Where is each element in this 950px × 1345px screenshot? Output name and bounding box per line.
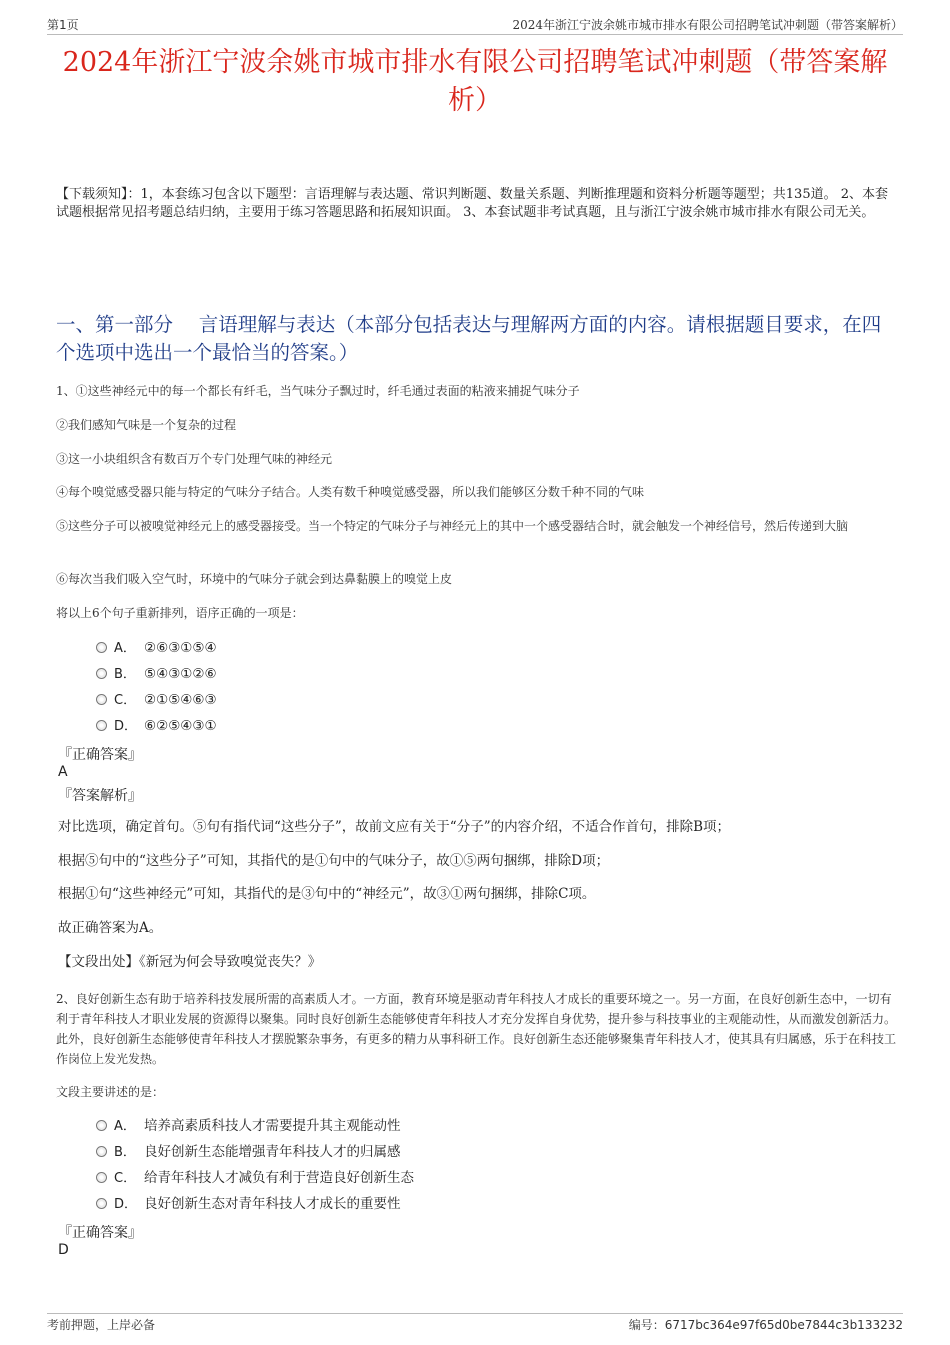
q1-sentence-1: 1、①这些神经元中的每一个都长有纤毛，当气味分子飘过时，纤毛通过表面的粘液来捕捉气味分子	[56, 384, 580, 398]
option-letter: A．	[114, 641, 136, 656]
page-footer	[47, 1313, 903, 1334]
download-notice: 【下载须知】：1，本套练习包含以下题型：言语理解与表达题、常识判断题、数量关系题、判断推理题和资料分析题等题型；共135道。 2、本套试题根据常见招考题总结归纳，主要用于练习答题思路和拓展知识面。 3、本套试题非考试真题，且与浙江宁波余姚市城市排水有限公司无关。	[56, 187, 888, 220]
q2-paragraph: 2、良好创新生态有助于培养科技发展所需的高素质人才。一方面，教育环境是驱动青年科技人才成长的重要环境之一。另一方面，在良好创新生态中，一切有利于青年科技人才职业发展的资源得以聚集。同时良好创新生态能够使青年科技人才充分发挥自身优势，提升参与科技事业的主观能动性，从而激发创新活力。此外，良好创新生态能够使青年科技人才摆脱繁杂事务，有更多的精力从事科研工作。良好创新生态还能够聚集青年科技人才，使其具有归属感，乐于在科技工作岗位上发光发热。	[56, 992, 897, 1066]
radio-icon[interactable]	[96, 668, 107, 679]
radio-icon[interactable]	[96, 1146, 107, 1157]
page-header	[47, 16, 903, 35]
option-letter: B．	[114, 1145, 136, 1160]
page-number: 第1页	[47, 18, 79, 32]
footer-code	[629, 1316, 903, 1333]
option-text: ⑤④③①②⑥	[144, 666, 217, 682]
q1-option-a[interactable]	[96, 638, 217, 658]
footer-code-value: 6717bc364e97f65d0be7844c3b133232	[664, 1318, 903, 1332]
radio-icon[interactable]	[96, 1198, 107, 1209]
section-heading: 一、第一部分 言语理解与表达（本部分包括表达与理解两方面的内容。请根据题目要求，在四个选项中选出一个最恰当的答案。）	[56, 313, 882, 364]
option-text: ⑥②⑤④③①	[144, 718, 217, 734]
q2-option-b[interactable]	[96, 1142, 401, 1162]
footer-slogan: 考前押题，上岸必备	[47, 1318, 156, 1332]
option-text: ②⑥③①⑤④	[144, 640, 217, 656]
q1-analysis-line-4: 故正确答案为A。	[58, 920, 163, 936]
q2-prompt: 文段主要讲述的是：	[56, 1085, 165, 1099]
q1-answer: A	[58, 764, 68, 780]
q1-prompt: 将以上6个句子重新排列，语序正确的一项是：	[56, 606, 304, 620]
option-letter: D．	[114, 1197, 138, 1212]
q2-option-d[interactable]	[96, 1194, 401, 1214]
q1-sentence-5: ⑤这些分子可以被嗅觉神经元上的感受器接受。当一个特定的气味分子与神经元上的其中一个感受器结合时，就会触发一个神经信号，然后传递到大脑	[56, 519, 849, 533]
option-letter: A．	[114, 1119, 136, 1134]
q1-analysis-line-1: 对比选项，确定首句。⑤句有指代词“这些分子”，故前文应有关于“分子”的内容介绍，不适合作首句，排除B项；	[58, 819, 731, 835]
q1-sentence-6: ⑥每次当我们吸入空气时，环境中的气味分子就会到达鼻黏膜上的嗅觉上皮	[56, 572, 453, 586]
option-letter: C．	[114, 693, 137, 708]
option-text: 给青年科技人才减负有利于营造良好创新生态	[144, 1170, 414, 1186]
q1-analysis-line-3: 根据①句“这些神经元”可知，其指代的是③句中的“神经元”，故③①两句捆绑，排除C项。	[58, 886, 596, 902]
footer-code-label: 编号：	[628, 1318, 665, 1332]
q1-analysis-label: 『答案解析』	[58, 788, 142, 804]
option-letter: D．	[114, 719, 138, 734]
option-letter: B．	[114, 667, 136, 682]
q1-source: 【文段出处】《新冠为何会导致嗅觉丧失？》	[58, 954, 322, 970]
radio-icon[interactable]	[96, 694, 107, 705]
q1-answer-label: 『正确答案』	[58, 747, 142, 763]
q1-option-d[interactable]	[96, 716, 217, 736]
q1-option-c[interactable]	[96, 690, 217, 710]
q1-analysis-line-2: 根据⑤句中的“这些分子”可知，其指代的是①句中的气味分子，故①⑤两句捆绑，排除D项；	[58, 853, 610, 869]
option-text: 良好创新生态能增强青年科技人才的归属感	[144, 1144, 401, 1160]
radio-icon[interactable]	[96, 720, 107, 731]
option-text: 培养高素质科技人才需要提升其主观能动性	[144, 1118, 401, 1134]
q2-answer: D	[58, 1242, 69, 1258]
option-text: 良好创新生态对青年科技人才成长的重要性	[144, 1196, 401, 1212]
q1-option-b[interactable]	[96, 664, 217, 684]
header-doc-title: 2024年浙江宁波余姚市城市排水有限公司招聘笔试冲刺题（带答案解析）	[512, 18, 903, 32]
q1-sentence-3: ③这一小块组织含有数百万个专门处理气味的神经元	[56, 452, 333, 466]
document-title: 2024年浙江宁波余姚市城市排水有限公司招聘笔试冲刺题（带答案解析）	[62, 47, 888, 116]
q1-sentence-2: ②我们感知气味是一个复杂的过程	[56, 418, 237, 432]
radio-icon[interactable]	[96, 642, 107, 653]
q2-option-a[interactable]	[96, 1116, 401, 1136]
q2-answer-label: 『正确答案』	[58, 1225, 142, 1241]
q1-sentence-4: ④每个嗅觉感受器只能与特定的气味分子结合。人类有数千种嗅觉感受器，所以我们能够区分数千种不同的气味	[56, 485, 645, 499]
radio-icon[interactable]	[96, 1172, 107, 1183]
q2-option-c[interactable]	[96, 1168, 414, 1188]
option-letter: C．	[114, 1171, 137, 1186]
option-text: ②①⑤④⑥③	[144, 692, 217, 708]
radio-icon[interactable]	[96, 1120, 107, 1131]
